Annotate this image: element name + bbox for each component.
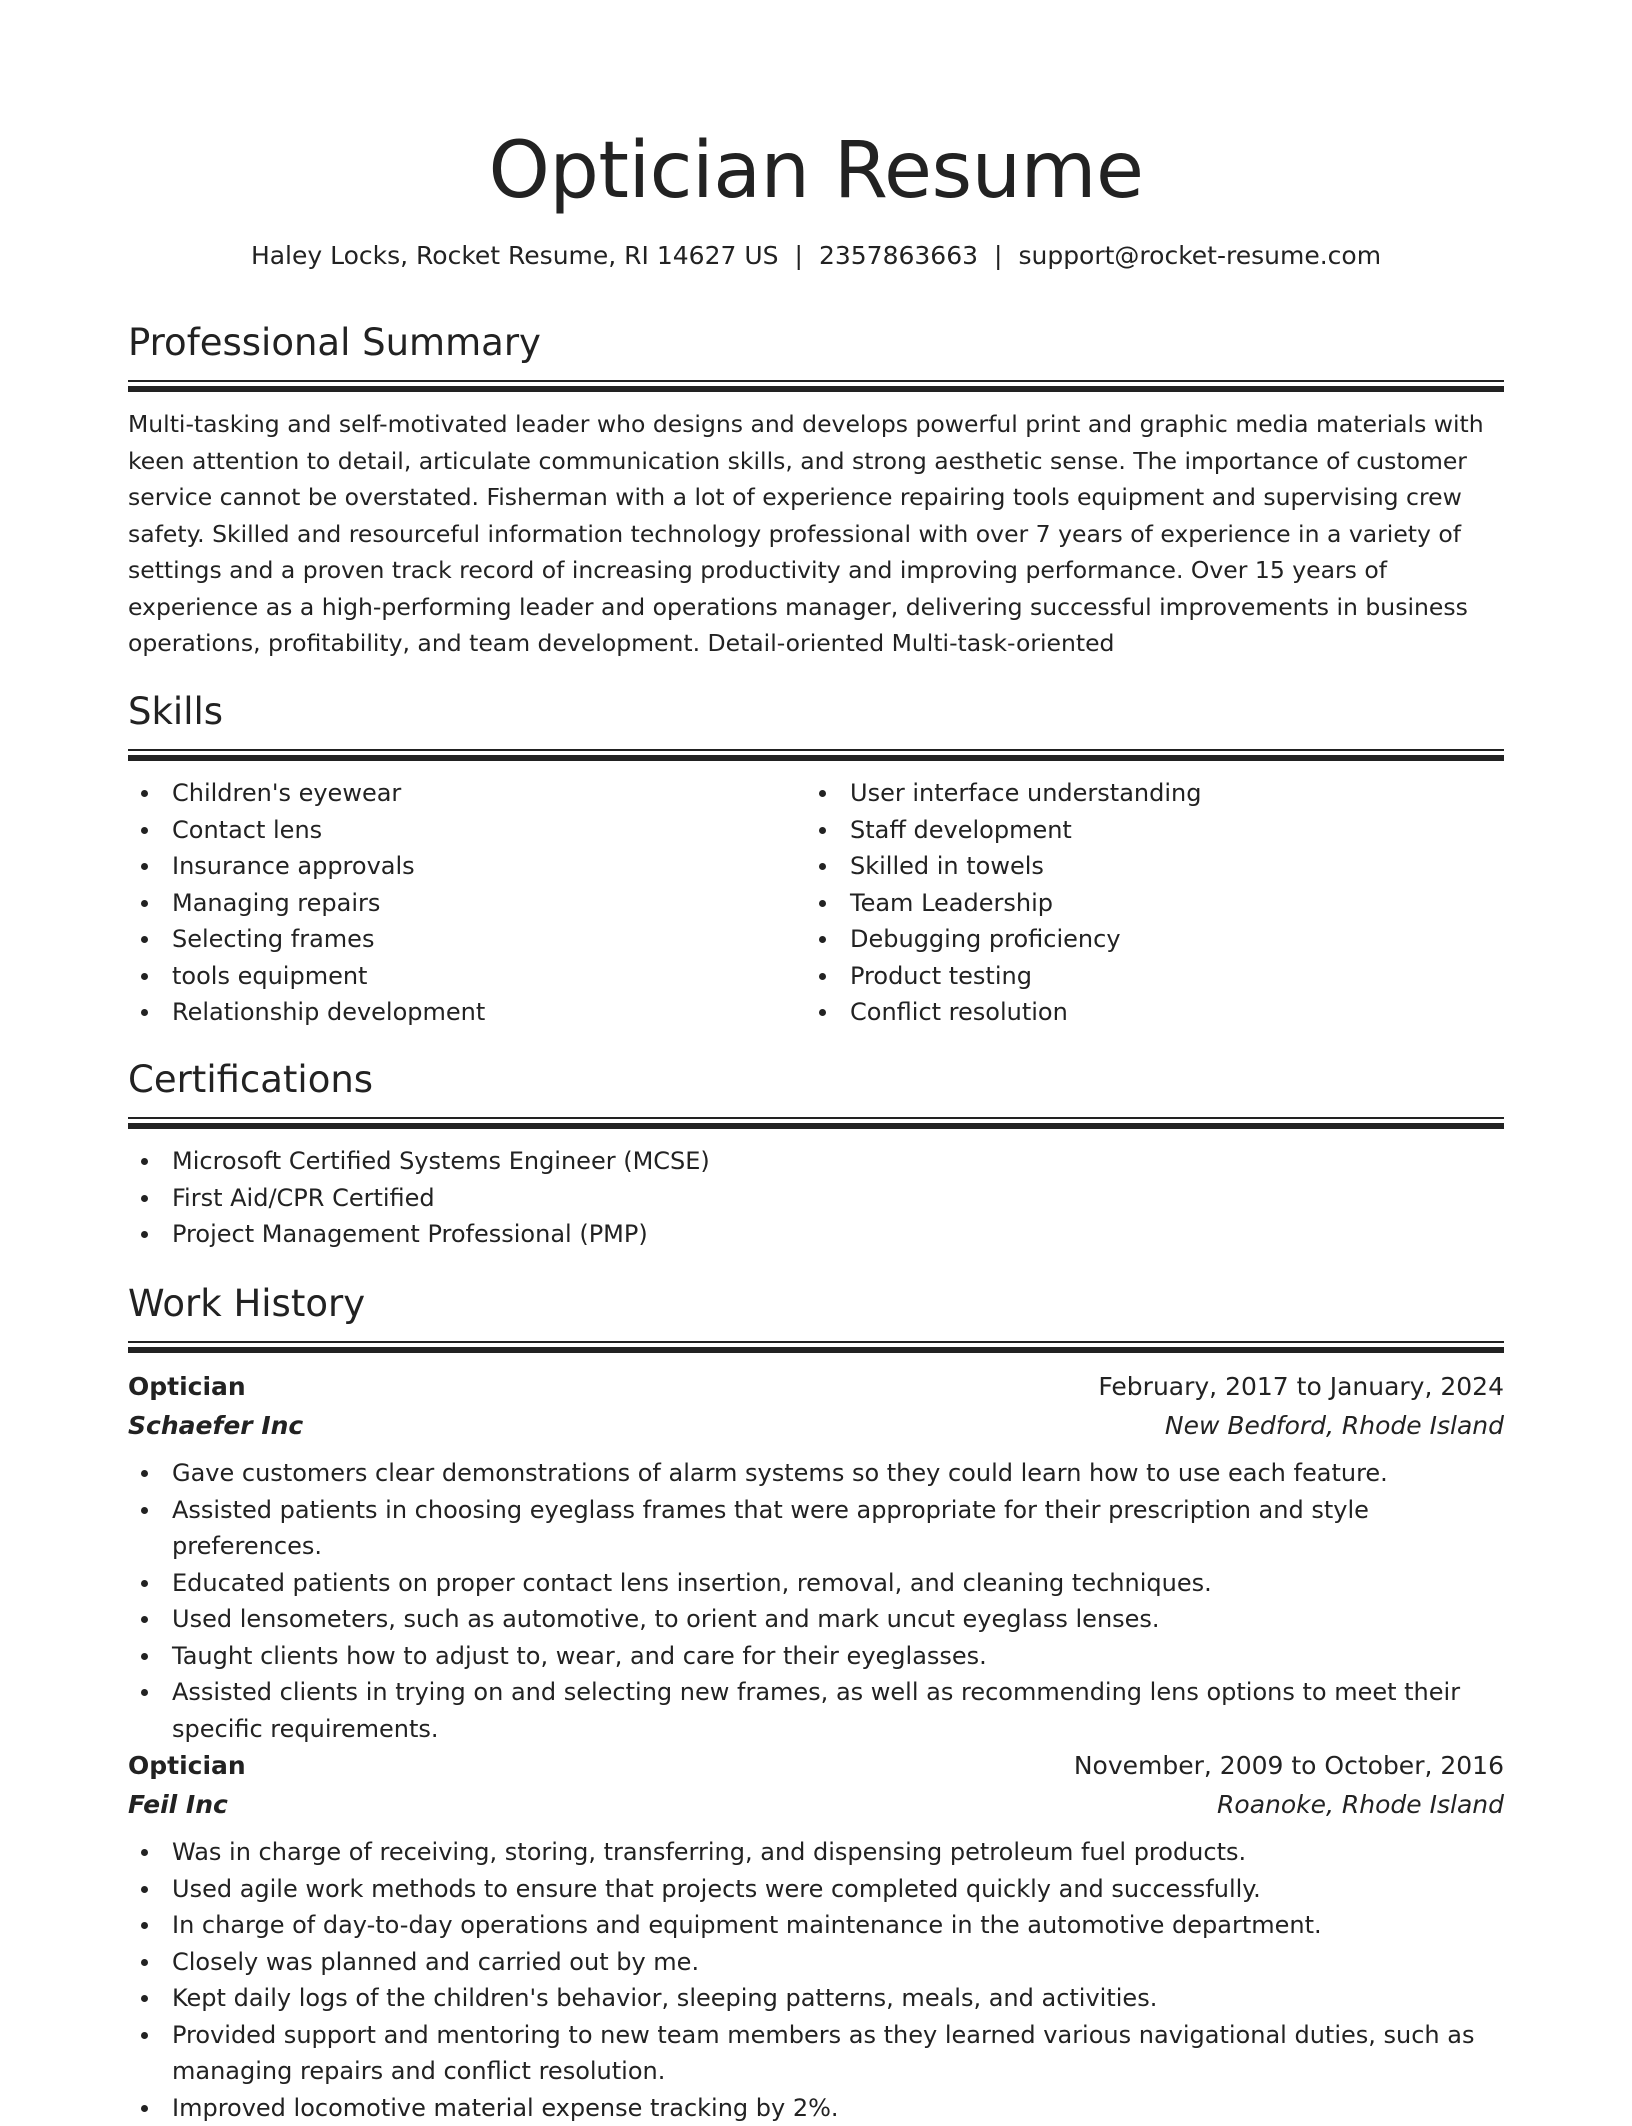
duty-item: Provided support and mentoring to new team members as they learned various navigational duties, such as managing repairs and conflict resolution. bbox=[128, 2017, 1504, 2090]
certifications-section bbox=[128, 1055, 1504, 1253]
duty-item: Kept daily logs of the children's behavior, sleeping patterns, meals, and activities. bbox=[128, 1980, 1504, 2017]
certification-item: First Aid/CPR Certified bbox=[128, 1180, 1504, 1217]
job-header bbox=[128, 1746, 1504, 1785]
section-divider bbox=[128, 749, 1504, 751]
section-divider bbox=[128, 1341, 1504, 1343]
skill-item: Children's eyewear bbox=[128, 775, 806, 812]
skill-item: Managing repairs bbox=[128, 885, 806, 922]
job-dates: February, 2017 to January, 2024 bbox=[1098, 1367, 1504, 1406]
certification-item: Project Management Professional (PMP) bbox=[128, 1216, 1504, 1253]
duty-item: Assisted clients in trying on and selecting new frames, as well as recommending lens options to meet their specific requirements. bbox=[128, 1674, 1504, 1747]
job-subheader bbox=[128, 1406, 1504, 1445]
job-entry bbox=[128, 1367, 1504, 1747]
resume-title: Optician Resume bbox=[128, 116, 1504, 226]
job-entry bbox=[128, 1746, 1504, 2126]
contact-separator: | bbox=[978, 241, 1018, 270]
skill-item: User interface understanding bbox=[806, 775, 1484, 812]
summary-text: Multi-tasking and self-motivated leader who designs and develops powerful print and graphic media materials with keen attention to detail, articulate communication skills, and strong aesthetic sense. The importance of customer service cannot be overstated. Fisherman with a lot of experience repairing tools equipment and supervising crew safety. Skilled and resourceful information technology professional with over 7 years of experience in a variety of settings and a proven track record of increasing productivity and improving performance. Over 15 years of experience as a high-performing leader and operations manager, delivering successful improvements in business operations, profitability, and team development. Detail-oriented Multi-task-oriented bbox=[128, 392, 1504, 662]
duty-item: Assisted patients in choosing eyeglass frames that were appropriate for their prescription and style preferences. bbox=[128, 1492, 1504, 1565]
skills-list-left bbox=[128, 775, 806, 1031]
skill-item: Relationship development bbox=[128, 994, 806, 1031]
job-title: Optician bbox=[128, 1367, 246, 1406]
job-title: Optician bbox=[128, 1746, 246, 1785]
section-heading: Certifications bbox=[128, 1055, 1504, 1105]
job-location: Roanoke, Rhode Island bbox=[1217, 1785, 1504, 1824]
skill-item: tools equipment bbox=[128, 958, 806, 995]
summary-section bbox=[128, 318, 1504, 662]
skill-item: Staff development bbox=[806, 812, 1484, 849]
work-history-section bbox=[128, 1279, 1504, 1353]
job-company: Feil Inc bbox=[128, 1785, 228, 1824]
job-duties bbox=[128, 1445, 1504, 1747]
skill-item: Skilled in towels bbox=[806, 848, 1484, 885]
section-heading: Professional Summary bbox=[128, 318, 1504, 368]
duty-item: Gave customers clear demonstrations of alarm systems so they could learn how to use each feature. bbox=[128, 1455, 1504, 1492]
skill-item: Debugging proficiency bbox=[806, 921, 1484, 958]
skill-item: Insurance approvals bbox=[128, 848, 806, 885]
duty-item: Taught clients how to adjust to, wear, and care for their eyeglasses. bbox=[128, 1638, 1504, 1675]
contact-phone: 2357863663 bbox=[819, 241, 978, 270]
skills-section bbox=[128, 687, 1504, 1031]
job-subheader bbox=[128, 1785, 1504, 1824]
contact-email[interactable]: support@rocket-resume.com bbox=[1018, 241, 1381, 270]
certifications-list bbox=[128, 1129, 1504, 1253]
section-divider bbox=[128, 1347, 1504, 1353]
skill-item: Product testing bbox=[806, 958, 1484, 995]
duty-item: Closely was planned and carried out by me. bbox=[128, 1944, 1504, 1981]
section-heading: Skills bbox=[128, 687, 1504, 737]
duty-item: Used agile work methods to ensure that projects were completed quickly and successfully. bbox=[128, 1871, 1504, 1908]
duty-item: Was in charge of receiving, storing, transferring, and dispensing petroleum fuel products. bbox=[128, 1834, 1504, 1871]
skill-item: Team Leadership bbox=[806, 885, 1484, 922]
contact-line bbox=[128, 236, 1504, 276]
skills-columns bbox=[128, 761, 1504, 1031]
job-duties bbox=[128, 1824, 1504, 2126]
job-dates: November, 2009 to October, 2016 bbox=[1074, 1746, 1504, 1785]
section-heading: Work History bbox=[128, 1279, 1504, 1329]
job-company: Schaefer Inc bbox=[128, 1406, 303, 1445]
job-location: New Bedford, Rhode Island bbox=[1165, 1406, 1504, 1445]
duty-item: Improved locomotive material expense tracking by 2%. bbox=[128, 2090, 1504, 2126]
skill-item: Contact lens bbox=[128, 812, 806, 849]
duty-item: In charge of day-to-day operations and equipment maintenance in the automotive department. bbox=[128, 1907, 1504, 1944]
skill-item: Selecting frames bbox=[128, 921, 806, 958]
certification-item: Microsoft Certified Systems Engineer (MCSE) bbox=[128, 1143, 1504, 1180]
skills-list-right bbox=[806, 775, 1484, 1031]
contact-address: Haley Locks, Rocket Resume, RI 14627 US bbox=[251, 241, 779, 270]
contact-separator: | bbox=[779, 241, 819, 270]
job-header bbox=[128, 1367, 1504, 1406]
section-divider bbox=[128, 1117, 1504, 1119]
duty-item: Used lensometers, such as automotive, to orient and mark uncut eyeglass lenses. bbox=[128, 1601, 1504, 1638]
skill-item: Conflict resolution bbox=[806, 994, 1484, 1031]
duty-item: Educated patients on proper contact lens insertion, removal, and cleaning techniques. bbox=[128, 1565, 1504, 1602]
section-divider bbox=[128, 380, 1504, 382]
